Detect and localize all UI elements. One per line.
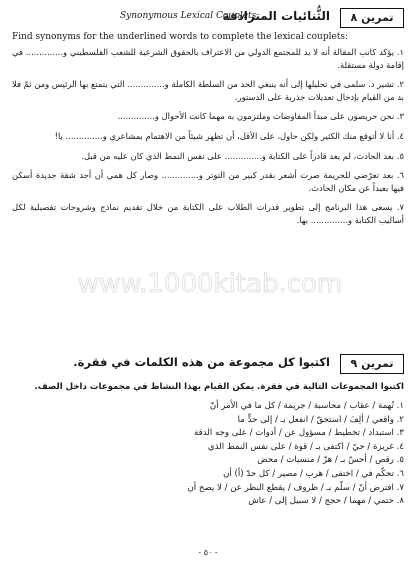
exercise-9-instruction: اكتبوا المجموعات التالية في فقرة. يمكن القيام بهذا النشاط في مجموعات داخل الصف. bbox=[34, 382, 404, 392]
exercise-item bbox=[12, 110, 404, 123]
item-text: تشير د. سلمى في تحليلها إلى أنه ينبغي الحد من السلطة الكاملة و.............. التي يتمتع بها الرئيس ومن ثمّ فلا بد من القيام بإدخال تعديلات جذرية على الدستور. bbox=[12, 79, 404, 102]
exercise-9-badge: تمرين ٩ bbox=[340, 354, 404, 374]
exercise-9-header bbox=[12, 352, 404, 374]
word-group: ٤. غريزة / حيّ / اكتفى بـ / قوة / على نفس النمط الذي bbox=[207, 441, 404, 452]
item-text: بعد تعرّضي للجريمة صرت أشعر بقدر كبير من التوتر و.............. وصار كل همي أن أجد شقة جديدة أسكن فيها بعيداً عن مكان الحادث. bbox=[12, 170, 404, 193]
item-number: ٥. bbox=[396, 150, 404, 161]
exercise-8-instruction: Find synonyms for the underlined words to complete the lexical couplets: bbox=[12, 32, 349, 42]
exercise-item bbox=[12, 169, 404, 194]
item-number: ٢. bbox=[396, 79, 404, 90]
svg-text:www.1000kitab.com: www.1000kitab.com bbox=[77, 269, 343, 299]
exercise-8-items bbox=[12, 46, 404, 234]
exercise-item bbox=[12, 201, 404, 226]
exercise-8-title-arabic: الثُّنائيات المترادفة bbox=[222, 9, 330, 23]
exercise-9-groups bbox=[12, 400, 404, 509]
word-group: ٥. رقص / أحسّ بـ / هزّ / منسبات / محض bbox=[257, 455, 404, 466]
word-group: ٧. افترض أنّ / سلّم بـ / ظروف / يقطع النظر عن / لا يصح أن bbox=[187, 482, 404, 493]
item-number: ٦. bbox=[396, 170, 405, 181]
exercise-9-title: اكتبوا كل مجموعة من هذه الكلمات في فقرة. bbox=[73, 355, 330, 369]
page-number: - ٥٠ - bbox=[198, 548, 218, 557]
exercise-item bbox=[12, 78, 404, 103]
exercise-8-title-english: Synonymous Lexical Couplets bbox=[120, 11, 257, 21]
exercise-item bbox=[12, 130, 404, 143]
word-group: ٨. حتمي / مهما / حجج / لا سبيل إلى / عاش bbox=[248, 496, 404, 507]
exercise-item bbox=[12, 46, 404, 71]
word-group: ٢. واقعي / ألِفَ / استحقّ / انفعل بـ / إلى حدٍّ ما bbox=[237, 414, 404, 425]
word-group: ٣. استبداد / تخطيط / مسؤول عن / أدوات / على وجه الدقة bbox=[193, 428, 404, 439]
item-text: أنا لا أتوقع منك الكثير ولكن حاول، على الأقل، أن تظهر شيئاً من الاهتمام بمشاعري و.............. يا! bbox=[54, 130, 395, 141]
item-number: ٣. bbox=[396, 111, 404, 122]
item-text: نحن حريصون على مبدأ المفاوضات وملتزمون به مهما كانت الأحوال و.............. bbox=[117, 111, 395, 122]
item-text: يسعى هذا البرنامج إلى تطوير قدرات الطلاب على الكتابة من خلال تقديم نماذج وشروحات تفصيلية لكل أساليب الكتابة و.............. بها. bbox=[12, 202, 404, 225]
word-group: ١. تُهمة / عقاب / محاسبة / جريمة / كل ما في الأمر أنّ bbox=[209, 401, 404, 411]
exercise-8-badge: تمرين ٨ bbox=[340, 8, 404, 28]
exercise-8-header bbox=[12, 6, 404, 30]
item-number: ١. bbox=[396, 47, 404, 57]
watermark-logo bbox=[60, 258, 360, 308]
item-text: يؤكد كاتب المقالة أنه لا بد للمجتمع الدولي من الاعتراف بالحقوق الشرعية للشعب الفلسطيني و.............. في إقامة دولة مستقلة. bbox=[12, 47, 404, 70]
item-number: ٤. bbox=[396, 130, 404, 141]
exercise-item bbox=[12, 150, 404, 163]
item-number: ٧. bbox=[396, 202, 404, 213]
item-text: بعد الحادث، لم يعد قادراً على الكتابة و.............. على نفس النمط الذي كان عليه من قبل. bbox=[81, 150, 395, 161]
word-group: ٦. تحكّم في / اختفى / هرب / مصير / كل حدّ (أ) أن bbox=[223, 468, 404, 479]
